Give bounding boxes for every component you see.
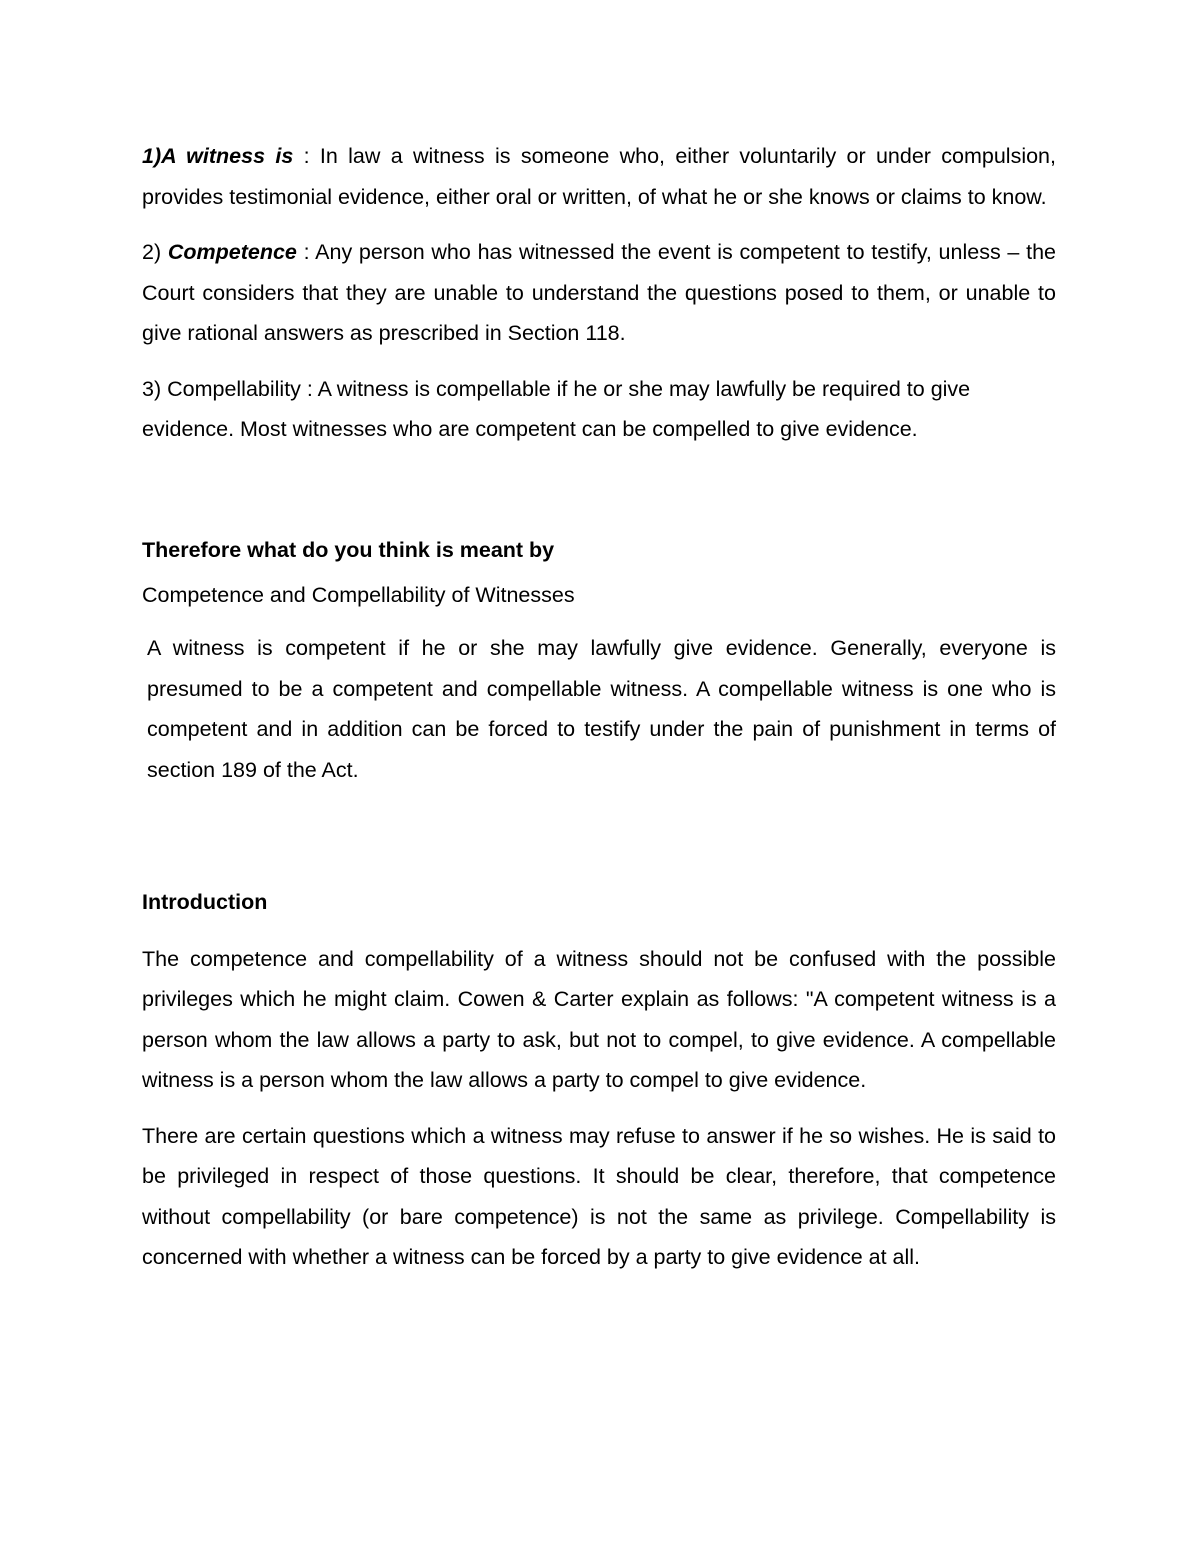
question-title: Competence and Compellability of Witnesses	[142, 582, 575, 607]
definition-competence	[142, 232, 1056, 354]
term-witness: 1)A witness is	[142, 144, 294, 168]
introduction-paragraph-2: There are certain questions which a witness may refuse to answer if he so wishes. He is said to be privileged in respect of those questions. It should be clear, therefore, that competence without compellability (or bare competence) is not the same as privilege. Compellability is concerned with whether a witness can be forced by a party to give evidence at all.	[142, 1123, 1056, 1269]
term-competence: Competence	[167, 240, 297, 264]
definition-compellability: 3) Compellability : A witness is compellable if he or she may lawfully be required to give evidence. Most witnesses who are competent can be compelled to give evidence.	[142, 376, 971, 441]
definition-witness	[142, 136, 1056, 217]
document-page	[142, 136, 1056, 1278]
introduction-heading: Introduction	[142, 890, 268, 914]
definition-competence-number: 2)	[142, 240, 168, 264]
definition-competence-text: : Any person who has witnessed the event is competent to testify, unless – the Court considers that they are unable to understand the questions posed to them, or unable to give rational answers as prescribed in Section 118.	[142, 240, 1057, 345]
definition-witness-text: : In law a witness is someone who, either voluntarily or under compulsion, provides testimonial evidence, either oral or written, of what he or she knows or claims to know.	[142, 144, 1056, 209]
question-answer: A witness is competent if he or she may lawfully give evidence. Generally, everyone is presumed to be a competent and compellable witness. A compellable witness is one who is competent and in addition can be forced to testify under the pain of punishment in terms of section 189 of the Act.	[147, 636, 1056, 782]
introduction-paragraph-1: The competence and compellability of a witness should not be confused with the possible privileges which he might claim. Cowen & Carter explain as follows: "A competent witness is a person whom the law allows a party to ask, but not to compel, to give evidence. A compellable witness is a person whom the law allows a party to compel to give evidence.	[142, 946, 1056, 1092]
question-heading: Therefore what do you think is meant by	[142, 537, 555, 562]
